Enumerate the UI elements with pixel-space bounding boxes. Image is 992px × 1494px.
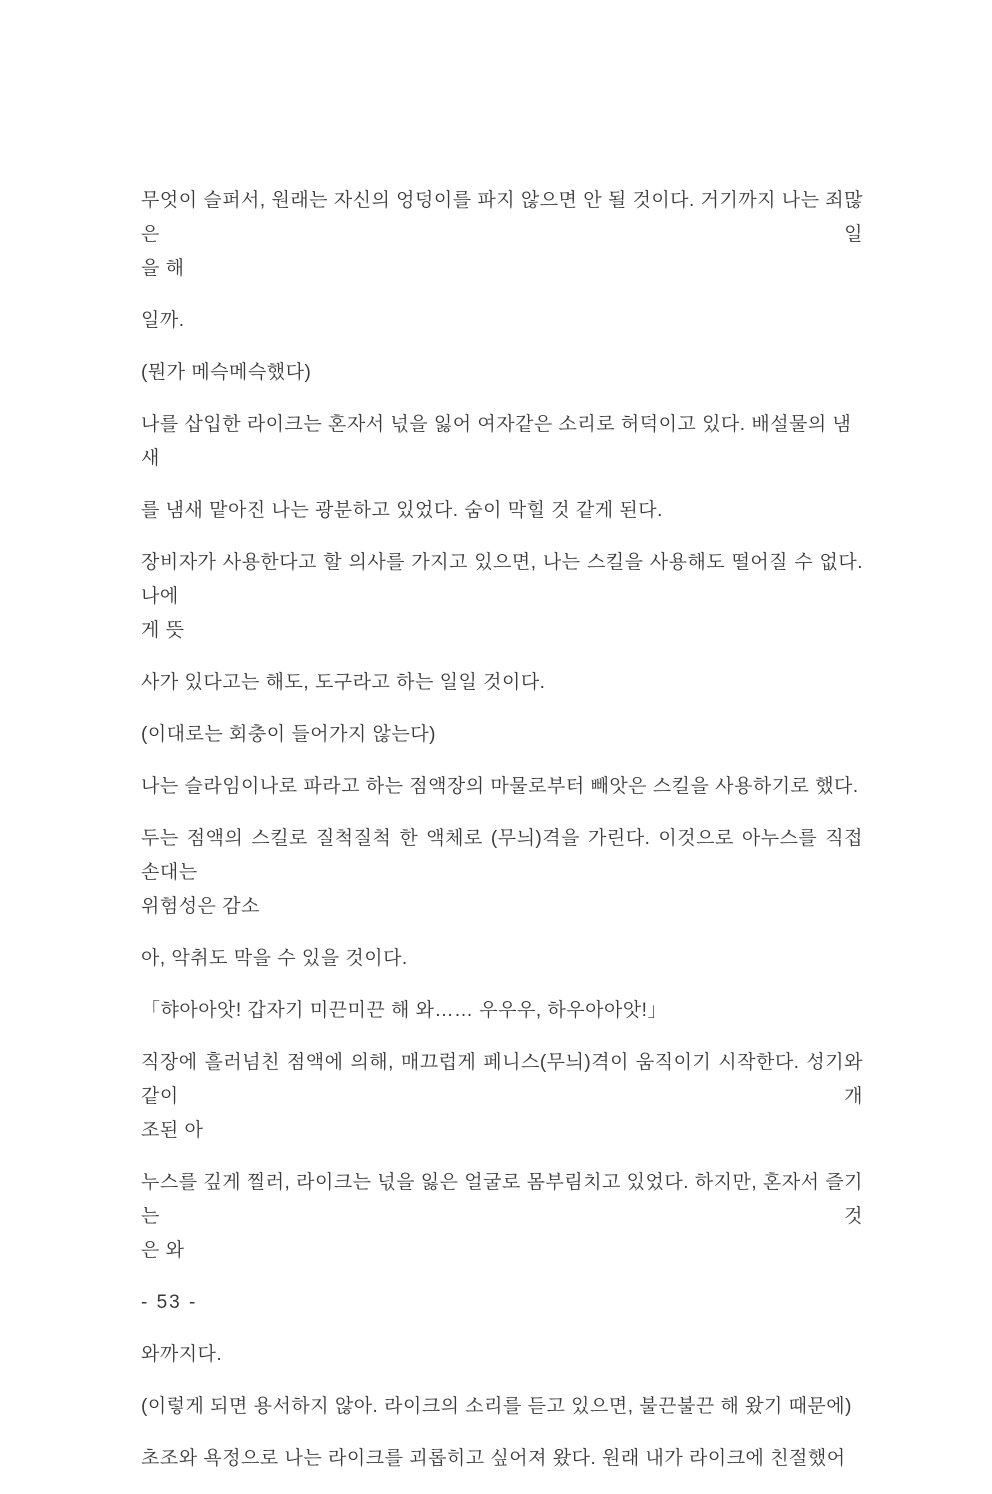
text-line: 직장에 흘러넘친 점액에 의해, 매끄럽게 페니스(무늬)격이 움직이기 시작한다. 성기와 같이 개 [141,1052,863,1107]
paragraph [141,1338,863,1372]
paragraph [141,1166,863,1268]
paragraph [141,770,863,804]
paragraph [141,1442,863,1476]
text-line: 누스를 깊게 찔러, 라이크는 넋을 잃은 얼굴로 몸부림치고 있었다. 하지만, 혼자서 즐기는 것 [141,1172,863,1227]
paragraph [141,1390,863,1424]
text-line: 초조와 욕정으로 나는 라이크를 괴롭히고 싶어져 왔다. 원래 내가 라이크에 친절했어 [141,1448,846,1469]
text-line: 나는 슬라임이나로 파라고 하는 점액장의 마물로부터 빼앗은 스킬을 사용하기로 했다. [141,776,859,797]
paragraph [141,718,863,752]
text-line: 아, 악취도 막을 수 있을 것이다. [141,948,408,969]
text-line: 와까지다. [141,1344,223,1365]
paragraph [141,666,863,700]
text-line: 일까. [141,310,185,331]
paragraph [141,408,863,476]
text-line: 나를 삽입한 라이크는 혼자서 넋을 잃어 여자같은 소리로 허덕이고 있다. 배설물의 냄새 [141,414,852,469]
paragraph [141,1046,863,1148]
paragraph [141,942,863,976]
text-line: 을 해 [141,258,185,279]
paragraph [141,546,863,648]
page-number [141,1286,863,1320]
text-line: 두는 점액의 스킬로 질척질척 한 액체로 (무늬)격을 가린다. 이것으로 아누스를 직접 손대는 [141,828,863,883]
paragraph [141,994,863,1028]
paragraph [141,304,863,338]
text-line: 조된 아 [141,1120,204,1141]
text-line: - 53 - [141,1292,198,1313]
text-line: 사가 있다고는 해도, 도구라고 하는 일일 것이다. [141,672,546,693]
paragraph [141,494,863,528]
text-line: 무엇이 슬퍼서, 원래는 자신의 엉덩이를 파지 않으면 안 될 것이다. 거기까지 나는 죄많은 일 [141,190,863,245]
text-line: (이렇게 되면 용서하지 않아. 라이크의 소리를 듣고 있으면, 불끈불끈 해 왔기 때문에) [141,1396,852,1417]
text-line: 게 뜻 [141,620,185,641]
text-line: (뭔가 메슥메슥했다) [141,362,312,383]
paragraph [141,822,863,924]
text-line: 를 냄새 맡아진 나는 광분하고 있었다. 숨이 막힐 것 같게 된다. [141,500,663,521]
paragraph [141,356,863,390]
text-line: 위험성은 감소 [141,896,260,917]
text-line: 장비자가 사용한다고 할 의사를 가지고 있으면, 나는 스킬을 사용해도 떨어질 수 없다. 나에 [141,552,863,607]
text-line: 「햐아아앗! 갑자기 미끈미끈 해 와…… 우우우, 하우아아앗!」 [141,1000,667,1021]
text-line: 은 와 [141,1240,185,1261]
text-line: (이대로는 회충이 들어가지 않는다) [141,724,436,745]
document-content [141,184,863,1494]
paragraph [141,184,863,286]
